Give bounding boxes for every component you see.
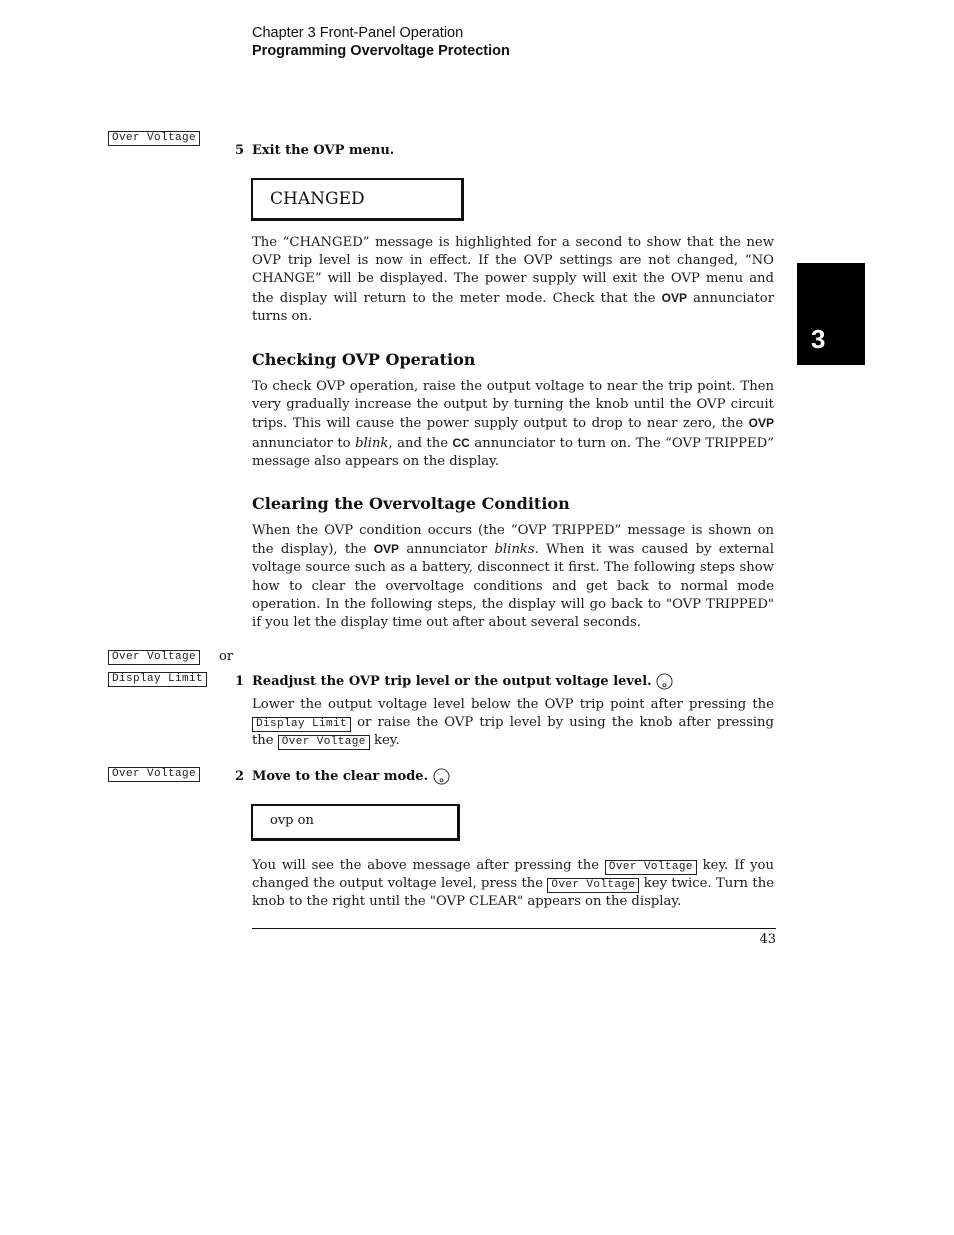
text: or raise the OVP trip level by using the knob after pressing the	[252, 715, 774, 749]
knob-icon	[656, 673, 673, 690]
display-text: ovp on	[270, 813, 314, 828]
text: annunciator turns on.	[252, 290, 774, 324]
text: You will see the above message after pressing the	[252, 858, 605, 873]
over-voltage-key: Over Voltage	[108, 767, 200, 782]
checking-paragraph	[252, 378, 774, 471]
text: key.	[369, 733, 400, 749]
footer-rule	[252, 928, 776, 929]
text: When the OVP condition occurs (the “OVP TRIPPED” message is shown on the display), the	[252, 523, 774, 558]
text: , and the	[388, 435, 453, 451]
text: annunciator to	[252, 435, 356, 451]
step-number: 5	[235, 143, 245, 158]
step-1	[235, 673, 673, 690]
lcd-display	[251, 178, 464, 221]
over-voltage-key: Over Voltage	[108, 131, 200, 146]
step-label: Exit the OVP menu.	[252, 143, 395, 158]
text: annunciator	[399, 542, 495, 558]
step-2	[235, 768, 450, 785]
text: key. If you changed the output voltage level, press the	[252, 858, 774, 892]
display-text: CHANGED	[270, 189, 365, 209]
step-label: Readjust the OVP trip level or the output voltage level.	[252, 674, 652, 689]
annunciator-ovp: OVP	[373, 542, 400, 557]
section-title: Programming Overvoltage Protection	[252, 43, 510, 59]
annunciator-cc: CC	[452, 435, 470, 450]
clearing-paragraph	[252, 522, 774, 632]
page-number: 43	[759, 932, 776, 947]
chapter-tab	[797, 263, 865, 365]
text: To check OVP operation, raise the output voltage to near the trip point. Then very gradually increase the output by turning the knob until the OVP circuit trips. This will cause the power supply output to drop to near zero, the	[252, 379, 774, 432]
step-number: 2	[235, 769, 245, 784]
emphasis: blinks	[494, 542, 535, 558]
annunciator-ovp: OVP	[748, 416, 774, 431]
over-voltage-key: Over Voltage	[605, 860, 697, 875]
step-label: Move to the clear mode.	[252, 769, 429, 784]
chapter-tab-number: 3	[811, 324, 826, 354]
or-label: or	[219, 649, 234, 664]
lcd-display	[251, 804, 460, 841]
over-voltage-key: Over Voltage	[547, 878, 639, 893]
text: The “CHANGED” message is highlighted for a second to show that the new OVP trip level is now in effect. If the OVP settings are not changed, “NO CHANGE” will be displayed. The power supply will exit the OVP menu and the display will return to the meter mode. Check that the	[252, 235, 774, 306]
step-5	[235, 142, 395, 159]
display-limit-key: Display Limit	[252, 717, 351, 732]
text: Lower the output voltage level below the OVP trip point after pressing the	[252, 697, 774, 712]
knob-icon	[433, 768, 450, 785]
heading-clearing-ovp: Clearing the Overvoltage Condition	[252, 494, 570, 513]
clear-mode-paragraph	[252, 857, 774, 912]
display-limit-key: Display Limit	[108, 672, 207, 687]
text: key twice. Turn the knob to the right until the "OVP CLEAR" appears on the display.	[252, 876, 775, 910]
changed-paragraph	[252, 234, 774, 326]
step-number: 1	[235, 674, 245, 689]
emphasis: blink	[355, 435, 389, 451]
text: . When it was caused by external voltage source such as a battery, disconnect it first. The following steps show how to clear the overvoltage conditions and get back to normal mode operation. In the following steps, the display will go back to "OVP TRIPPED" if you let the display time out after about several seconds.	[252, 542, 774, 631]
readjust-paragraph	[252, 696, 774, 751]
chapter-title: Chapter 3 Front-Panel Operation	[252, 25, 464, 41]
over-voltage-key: Over Voltage	[108, 650, 200, 665]
annunciator-ovp: OVP	[661, 290, 687, 305]
over-voltage-key: Over Voltage	[278, 735, 370, 750]
text: annunciator to turn on. The “OVP TRIPPED” message also appears on the display.	[252, 435, 774, 469]
heading-checking-ovp: Checking OVP Operation	[252, 350, 476, 369]
